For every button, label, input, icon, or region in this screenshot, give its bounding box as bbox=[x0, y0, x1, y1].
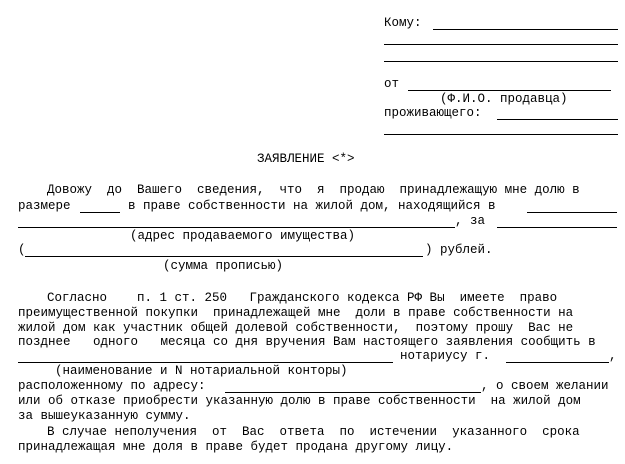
para2-line7: или об отказе приобрести указанную долю в праве собственности на жилой дом bbox=[18, 394, 581, 408]
para1-line1: Довожу до Вашего сведения, что я продаю принадлежащую мне долю в bbox=[47, 183, 580, 197]
para2-line2: преимущественной покупки принадлежащей мне доли в праве собственности на bbox=[18, 306, 574, 320]
to-label: Кому: bbox=[384, 16, 422, 30]
para2-line5: нотариусу г. bbox=[400, 349, 491, 363]
seller-name-line bbox=[408, 90, 611, 91]
rubles-label: ) рублей. bbox=[425, 243, 493, 257]
notary-caption: (наименование и N нотариальной конторы) bbox=[55, 364, 348, 378]
paren-open: ( bbox=[18, 243, 26, 257]
sum-in-words-line bbox=[25, 256, 423, 257]
para1-line3: , за bbox=[455, 214, 486, 228]
recipient-line bbox=[384, 44, 618, 45]
address-caption: (адрес продаваемого имущества) bbox=[130, 229, 356, 243]
address-line bbox=[18, 227, 455, 228]
para3-line1: В случае неполучения от Вас ответа по истечении указанного срока bbox=[47, 425, 580, 439]
residence-line bbox=[384, 134, 618, 135]
para3-line2: принадлежащая мне доля в праве будет продана другому лицу. bbox=[18, 440, 454, 454]
para2-line6a: расположенному по адресу: bbox=[18, 379, 206, 393]
residing-label: проживающего: bbox=[384, 106, 482, 120]
share-size-line bbox=[80, 212, 120, 213]
sum-caption: (сумма прописью) bbox=[163, 259, 284, 273]
para2-line1: Согласно п. 1 ст. 250 Гражданского кодекса РФ Вы имеете право bbox=[47, 291, 558, 305]
seller-caption: (Ф.И.О. продавца) bbox=[440, 92, 568, 106]
city-line bbox=[506, 362, 609, 363]
para2-line4: позднее одного месяца со дня вручения Вам настоящего заявления сообщить в bbox=[18, 335, 596, 349]
residence-line bbox=[497, 119, 618, 120]
from-label: от bbox=[384, 77, 400, 91]
recipient-line bbox=[433, 29, 618, 30]
price-line bbox=[497, 227, 617, 228]
para2-line5-comma: , bbox=[609, 349, 617, 363]
address-line bbox=[527, 212, 617, 213]
para1-line2a: размере bbox=[18, 199, 71, 213]
para2-line3: жилой дом как участник общей долевой собственности, поэтому прошу Вас не bbox=[18, 321, 574, 335]
document-title: ЗАЯВЛЕНИЕ <*> bbox=[257, 152, 355, 166]
notary-office-line bbox=[18, 362, 393, 363]
para2-line8: за вышеуказанную сумму. bbox=[18, 409, 191, 423]
notary-address-line bbox=[225, 392, 481, 393]
recipient-line bbox=[384, 61, 618, 62]
para2-line6b: , о своем желании bbox=[481, 379, 609, 393]
para1-line2b: в праве собственности на жилой дом, находящийся в bbox=[128, 199, 496, 213]
